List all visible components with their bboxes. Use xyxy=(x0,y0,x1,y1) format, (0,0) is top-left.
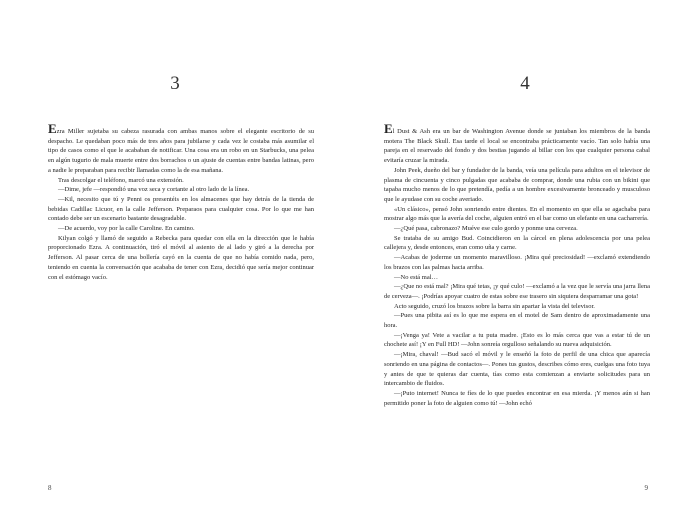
drop-cap: E xyxy=(48,121,57,136)
page-number: 9 xyxy=(644,484,648,492)
drop-cap: E xyxy=(384,121,393,136)
opening-paragraph-text: zra Miller sujetaba su cabeza rasurada con ambas manos sobre el elegante escritorio de su despacho. Le quedaban poco más de tres años para jubilarse y cada vez le costaba más asumilar el tipo de casos como el que le acababan de notificar. Una cosa era un robo en un Starbucks, una pelea en algún tugurio de mala muerte entre dos borrachos o un ajuste de cuentas entre bandas latinas, pero a nadie le preparaban para recibir llamadas como la de esa mañana. xyxy=(48,128,314,174)
right-page xyxy=(350,0,700,514)
paragraph: —Dime, jefe —respondió una voz seca y cortante al otro lado de la línea. xyxy=(58,186,250,194)
paragraph: Tras descolgar el teléfono, marcó una extensión. xyxy=(58,176,184,184)
chapter-number: 4 xyxy=(520,73,530,94)
paragraph: —¡Venga ya! Vete a vacilar a tu puta madre. ¡Esto es lo más cerca que vas a estar tú de un chochete así! ¡Y en Full HD! —John sonreía orgulloso señalando su nueva adquisición. xyxy=(384,331,650,349)
paragraph: —De acuerdo, voy por la calle Caroline. En camino. xyxy=(58,225,195,233)
paragraph: —Pues una pibita así es lo que me espera en el motel de Sam dentro de aproximadamente una hora. xyxy=(384,312,650,330)
paragraph: Kilyan colgó y llamó de seguido a Rebecka para quedar con ella en la dirección que le había proporcionado Ezra. A continuación, tiró el móvil al asiento de al lado y giró a la derecha por Jefferson. Al pasar cerca de una bollería cayó en la cuenta de que no había comido nada, pero, teniendo en cuenta la conversación que acababa de tener con Ezra, decidió que sería mejor continuar con el estómago vacío. xyxy=(48,234,314,281)
paragraph: —¿Qué pasa, cabronazo? Muéve ese culo gordo y ponme una cerveza. xyxy=(394,225,578,233)
paragraph: —Acabas de joderme un momento maravilloso. ¡Mira qué preciosidad! —exclamó extendiendo los brazos con las palmas hacia arriba. xyxy=(384,254,650,271)
paragraph: Acto seguido, cruzó los brazos sobre la barra sin apartar la vista del televisor. xyxy=(394,302,595,310)
paragraph: —¿Que no está mal? ¡Mira qué tetas, ¡y qué culo! —exclamó a la vez que le servía una jarra llena de cerveza—. ¡Podrías apoyar cuatro de estas sobre ese trasero sin siquiera desparramar una gota! xyxy=(384,283,650,300)
chapter-number: 3 xyxy=(170,73,180,94)
paragraph: Se trataba de su amigo Bud. Coincidieron en la cárcel en plena adolescencia por una pelea callejera y, desde entonces, eran como uña y carne. xyxy=(384,234,650,252)
paragraph: John Peek, dueño del bar y fundador de la banda, veía una película para adultos en el televisor de plasma de cincuenta y cinco pulgadas que acababa de comprar, donde una rubia con un bikini que tapaba mucho menos de lo que pretendía, pedía a un hombre excesivamente bronceado y musculoso que le ayudase con su coche averiado. xyxy=(384,166,650,203)
paragraph: —No está mal… xyxy=(394,273,439,281)
paragraph: —¡Mira, chaval! —Bud sacó el móvil y le enseñó la foto de perfil de una chica que aparecía sonriendo en una página de contactos—. Pones tus gustos, describes cómo eres, cuelgas una foto tuya y antes de que te quieras dar cuenta, tías como esta comienzan a enviarte solicitudes para un intercambio de fluidos. xyxy=(384,351,650,388)
opening-paragraph-text: l Dust & Ash era un bar de Washington Avenue donde se juntaban los miembros de la banda motera The Black Skull. Esa tarde el local se encontraba prácticamente vacío. Tan solo había una pareja en el reservado del fondo y dos bestias jugando al billar con los que cualquier persona cabal evitaría cruzar la mirada. xyxy=(384,128,650,165)
paragraph: —Kil, necesito que tú y Penni os presentéis en los almacenes que hay detrás de la tienda de bebidas Cadillac Licuor, en la calle Jefferson. Preparaos para cualquier cosa. Por lo que me han contado debe ser un escenario bastante desagradable. xyxy=(48,195,314,223)
opening-paragraph xyxy=(48,121,314,176)
paragraph: —¡Puto internet! Nunca te fíes de lo que puedes encontrar en esa mierda. ¡Y menos aún si han permitido poner la foto de alguien como tú! —John echó xyxy=(384,389,650,407)
page-number: 8 xyxy=(48,484,52,492)
chapter-text xyxy=(384,121,650,408)
opening-paragraph xyxy=(384,121,650,166)
paragraph: «Un clásico», pensó John sonriendo entre dientes. En el momento en que ella se agachaba para mostrar algo más que la avería del coche, alguien entró en el bar como un elefante en una cacharrería. xyxy=(384,205,650,223)
chapter-text xyxy=(48,121,314,282)
